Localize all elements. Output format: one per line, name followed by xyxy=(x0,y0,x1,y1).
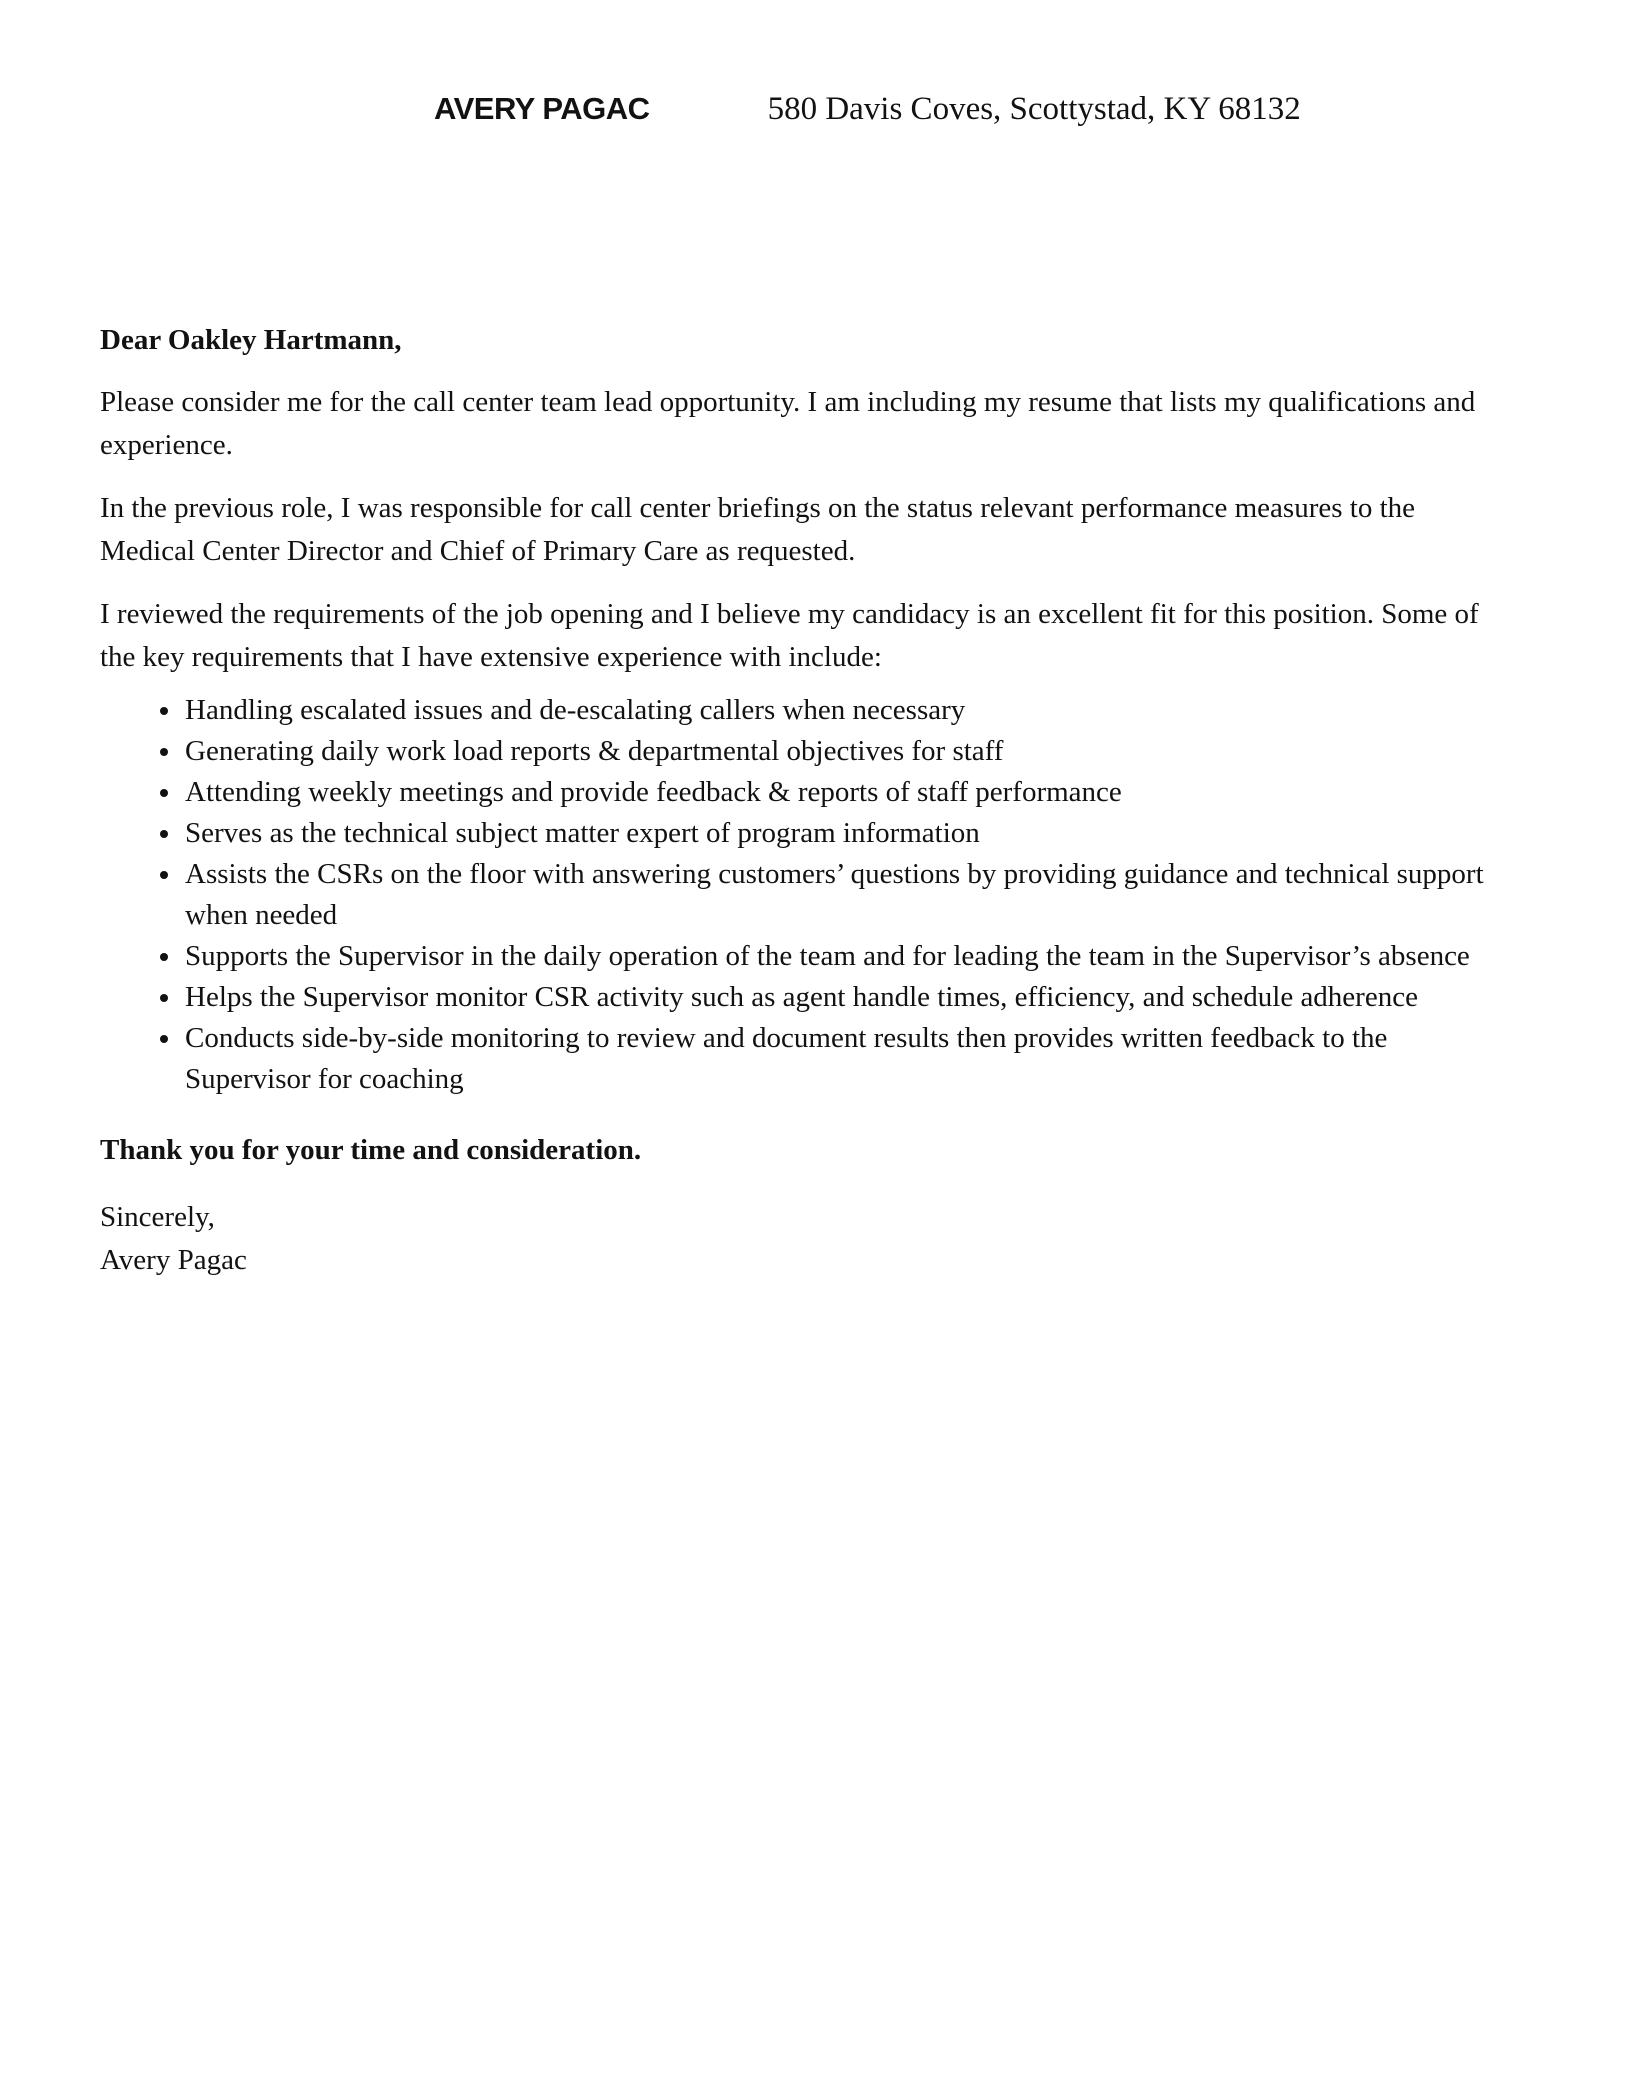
body-paragraph-3: I reviewed the requirements of the job opening and I believe my candidacy is an excellent fit for this position. Some of the key requirements that I have extensive experience with include: xyxy=(100,598,1479,673)
signature: Avery Pagac xyxy=(100,1244,247,1276)
requirements-list xyxy=(100,690,1494,1100)
list-item: • Attending weekly meetings and provide feedback & reports of staff performance xyxy=(183,772,1494,813)
sender-name: AVERY PAGAC xyxy=(434,91,650,126)
list-item: • Generating daily work load reports & departmental objectives for staff xyxy=(183,731,1494,772)
list-item: • Conducts side-by-side monitoring to review and document results then provides written feedback to the Supervisor for coaching xyxy=(183,1018,1494,1100)
signoff-block xyxy=(100,1196,1494,1282)
list-item: • Handling escalated issues and de-escalating callers when necessary xyxy=(183,690,1494,731)
list-item: • Assists the CSRs on the floor with answering customers’ questions by providing guidance and technical support when needed xyxy=(183,854,1494,936)
sender-address: 580 Davis Coves, Scottystad, KY 68132 xyxy=(767,91,1301,127)
list-item: • Serves as the technical subject matter expert of program information xyxy=(183,813,1494,854)
letter-header xyxy=(434,87,1494,131)
list-item: • Supports the Supervisor in the daily operation of the team and for leading the team in the Supervisor’s absence xyxy=(183,936,1494,977)
greeting: Dear Oakley Hartmann, xyxy=(100,324,402,356)
signoff: Sincerely, xyxy=(100,1201,215,1233)
body-paragraph-1: Please consider me for the call center team lead opportunity. I am including my resume that lists my qualifications and experience. xyxy=(100,386,1476,461)
closing-emphasis: Thank you for your time and consideration. xyxy=(100,1134,642,1166)
list-item: • Helps the Supervisor monitor CSR activity such as agent handle times, efficiency, and schedule adherence xyxy=(183,977,1494,1018)
body-paragraph-2: In the previous role, I was responsible for call center briefings on the status relevant performance measures to the Medical Center Director and Chief of Primary Care as requested. xyxy=(100,492,1415,567)
